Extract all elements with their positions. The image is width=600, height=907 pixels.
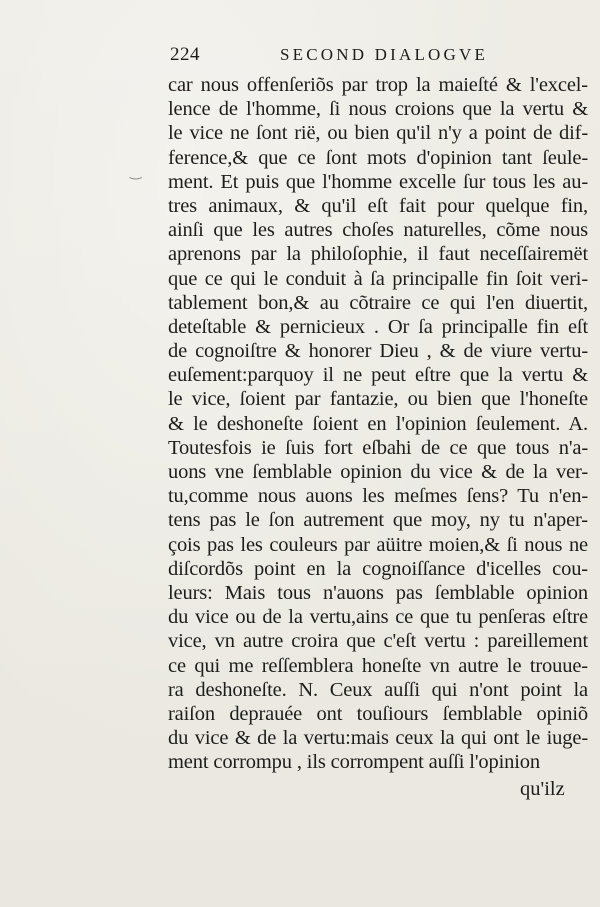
text-line: uons vne ſemblable opinion du vice & de la ver-: [168, 461, 588, 483]
page-number: 224: [170, 44, 200, 65]
catchword: qu'ilz: [520, 778, 565, 800]
text-line: du vice ou de la vertu,ains ce que tu penſeras eſtre: [168, 606, 588, 629]
text-line: diſcordõs point en la cognoiſſance d'icelles cou-: [168, 557, 588, 580]
text-line: tu,comme nous auons les meſmes ſens? Tu n'en-: [168, 485, 588, 508]
text-line: de cognoiſtre & honorer Dieu , & de viure vertu-: [168, 340, 588, 363]
text-line: le vice ne ſont rië, ou bien qu'il n'y a point de dif-: [168, 122, 588, 145]
text-line: ment corrompu , ils corrompent auſſi l'opinion: [168, 751, 540, 774]
text-line: euſement:parquoy il ne peut eſtre que la vertu &: [168, 364, 588, 387]
text-line: leurs: Mais tous n'auons pas ſemblable opinion: [168, 581, 588, 604]
text-line: ra deshoneſte. N. Ceux auſſi qui n'ont point la: [168, 678, 588, 701]
text-line: tens pas le ſon autrement que moy, ny tu n'aper-: [168, 509, 588, 532]
text-line: çois pas les couleurs par aüitre moien,& ſi nous ne: [168, 533, 588, 556]
text-line: le vice, ſoient par fantazie, ou bien que l'honeſte: [168, 388, 588, 411]
margin-mark-dash-icon: ‿: [130, 165, 142, 180]
header-title: SECOND DIALOGVE: [280, 45, 489, 64]
running-head: [170, 44, 590, 70]
body-text: [168, 73, 588, 774]
text-line: du vice & de la vertu:mais ceux la qui ont le iuge-: [168, 727, 588, 750]
text-line: aprenons par la philoſophie, il faut neceſſairemët: [168, 243, 588, 266]
text-line: deteſtable & pernicieux . Or ſa principalle fin eſt: [168, 315, 588, 338]
text-line: que ce qui le conduit à ſa principalle fin ſoit veri-: [168, 267, 588, 290]
text-line: tablement bon,& au cõtraire ce qui l'en diuertit,: [168, 291, 588, 314]
text-line: Toutesfois ie ſuis fort eſbahi de ce que tous n'a-: [168, 436, 588, 459]
text-line: ainſi que les autres choſes naturelles, cõme nous: [168, 219, 588, 242]
text-line: ference,& que ce ſont mots d'opinion tant ſeule-: [168, 146, 588, 169]
text-line: ment. Et puis que l'homme excelle ſur tous les au-: [168, 170, 588, 193]
text-line: car nous offenſeriõs par trop la maieſté & l'excel-: [168, 74, 588, 96]
text-line: raiſon deprauée ont touſiours ſemblable opiniõ: [168, 702, 588, 725]
text-line: tres animaux, & qu'il eſt fait pour quelque fin,: [168, 194, 588, 217]
text-line: lence de l'homme, ſi nous croions que la vertu &: [168, 98, 588, 121]
text-line: vice, vn autre croira que c'eſt vertu : pareillement: [168, 630, 588, 653]
text-line: & le deshoneſte ſoient en l'opinion ſeulement. A.: [168, 412, 588, 435]
text-line: ce qui me reſſemblera honeſte vn autre le trouue-: [168, 654, 588, 677]
